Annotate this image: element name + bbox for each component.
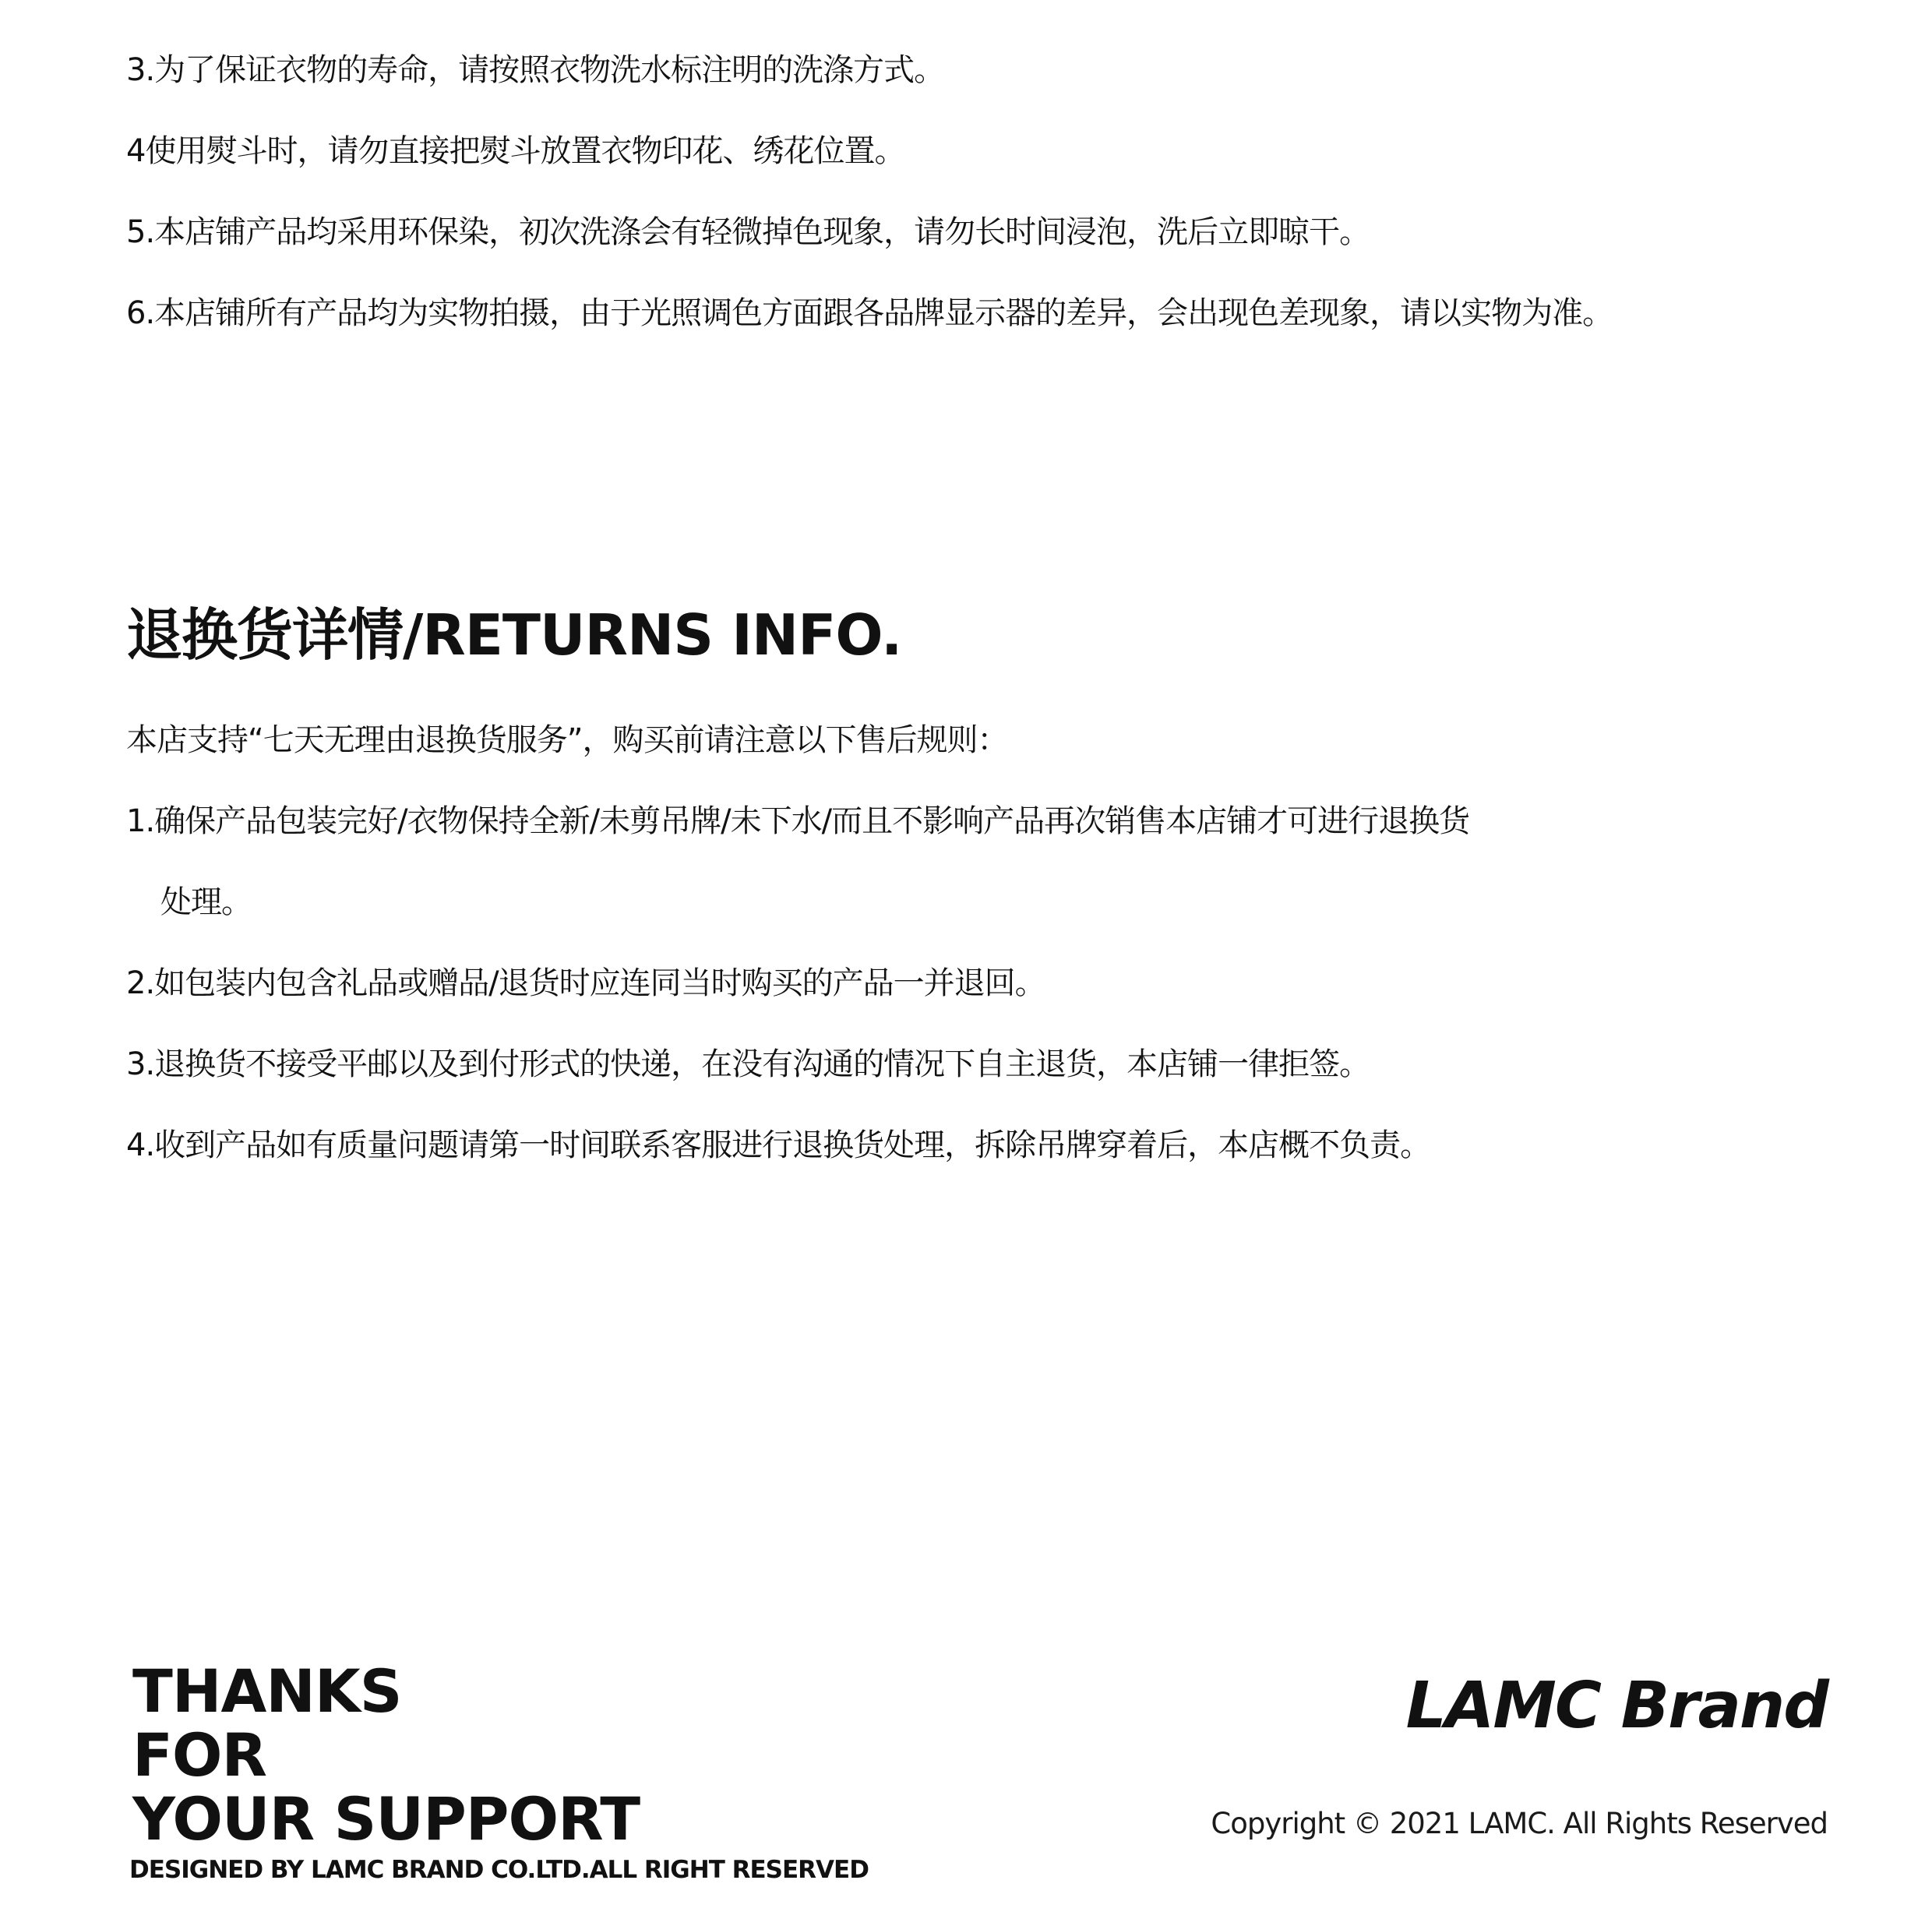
return-rule-1-continued: 处理。 xyxy=(160,884,252,920)
care-instructions xyxy=(126,30,1871,354)
thanks-line-3: YOUR SUPPORT xyxy=(132,1784,640,1854)
return-rule-1: 1.确保产品包装完好/衣物保持全新/未剪吊牌/未下水/而且不影响产品再次销售本店铺才可进行退换货 xyxy=(126,803,1470,839)
care-instruction-5: 5.本店铺产品均采用环保染，初次洗涤会有轻微掉色现象，请勿长时间浸泡，洗后立即晾干。 xyxy=(126,214,1370,250)
designed-by-credit: DESIGNED BY LAMC BRAND CO.LTD.ALL RIGHT RESERVED xyxy=(129,1856,869,1884)
return-rule-2: 2.如包装内包含礼品或赠品/退货时应连同当时购买的产品一并退回。 xyxy=(126,965,1045,1001)
thanks-line-1: THANKS xyxy=(132,1656,402,1726)
return-rule-4: 4.收到产品如有质量问题请第一时间联系客服进行退换货处理，拆除吊牌穿着后，本店概不负责。 xyxy=(126,1127,1431,1163)
care-instruction-3: 3.为了保证衣物的寿命，请按照衣物洗水标注明的洗涤方式。 xyxy=(126,52,945,88)
thanks-message xyxy=(132,1656,640,1854)
care-instruction-6: 6.本店铺所有产品均为实物拍摄，由于光照调色方面跟各品牌显示器的差异，会出现色差现象，请以实物为准。 xyxy=(126,295,1613,331)
return-rule-3: 3.退换货不接受平邮以及到付形式的快递，在没有沟通的情况下自主退货，本店铺一律拒签。 xyxy=(126,1046,1370,1082)
returns-title: 退换货详情/RETURNS INFO. xyxy=(126,602,902,668)
care-instruction-4: 4使用熨斗时，请勿直接把熨斗放置衣物印花、绣花位置。 xyxy=(126,133,905,169)
returns-section xyxy=(126,600,1871,1186)
returns-intro: 本店支持“七天无理由退换货服务”，购买前请注意以下售后规则： xyxy=(126,722,1008,758)
thanks-line-2: FOR xyxy=(132,1720,267,1790)
brand-logo: LAMC Brand xyxy=(1405,1669,1828,1743)
copyright-notice: Copyright © 2021 LAMC. All Rights Reserved xyxy=(1211,1807,1828,1840)
